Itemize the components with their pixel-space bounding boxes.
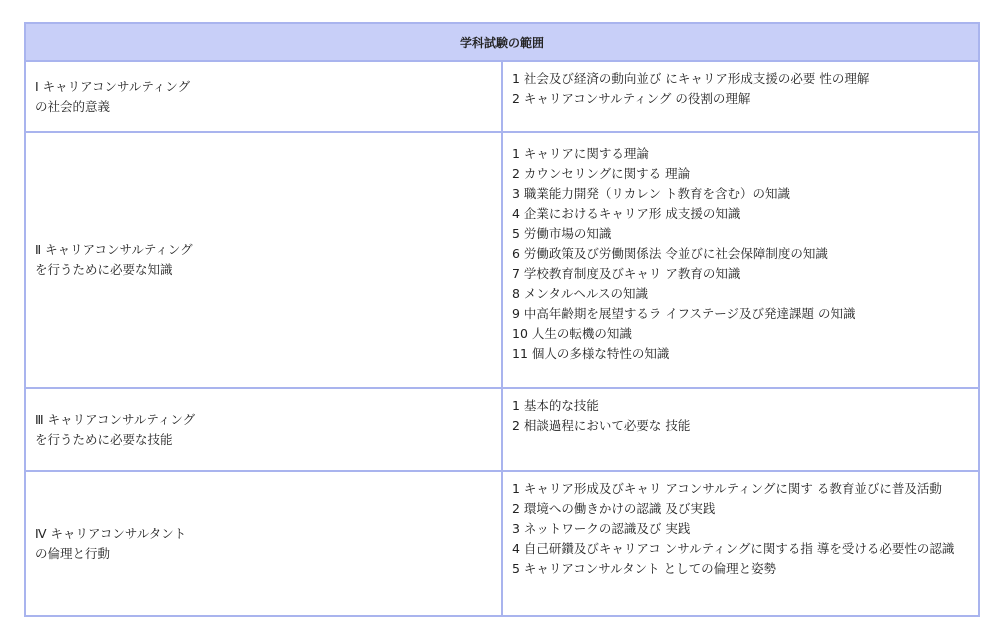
list-item: 2 環境への働きかけの認識 及び実践 xyxy=(512,501,716,516)
items-cell xyxy=(502,132,979,388)
list-item: 5 労働市場の知識 xyxy=(512,226,612,241)
category-cell xyxy=(25,132,502,388)
category-label-line: の社会的意義 xyxy=(35,98,111,114)
item-list xyxy=(512,69,978,109)
table-row xyxy=(25,132,979,388)
list-item: 4 企業におけるキャリア形 成支援の知識 xyxy=(512,206,741,221)
table-title: 学科試験の範囲 xyxy=(25,23,979,61)
category-label-line: Ⅰ キャリアコンサルティング xyxy=(35,78,191,94)
list-item: 5 キャリアコンサルタント としての倫理と姿勢 xyxy=(512,561,777,576)
table-row xyxy=(25,471,979,616)
category-label-line: Ⅲ キャリアコンサルティング xyxy=(35,411,196,427)
list-item: 7 学校教育制度及びキャリ ア教育の知識 xyxy=(512,266,741,281)
items-cell xyxy=(502,61,979,132)
category-cell xyxy=(25,61,502,132)
item-list xyxy=(512,396,978,436)
table-row xyxy=(25,61,979,132)
items-cell xyxy=(502,388,979,471)
table-row xyxy=(25,388,979,471)
table-header-row xyxy=(25,23,979,61)
list-item: 1 基本的な技能 xyxy=(512,398,599,413)
category-label-line: Ⅳ キャリアコンサルタント xyxy=(35,525,187,541)
list-item: 4 自己研鑽及びキャリアコ ンサルティングに関する指 導を受ける必要性の認識 xyxy=(512,541,955,556)
list-item: 9 中高年齢期を展望するラ イフステージ及び発達課題 の知識 xyxy=(512,306,856,321)
list-item: 2 相談過程において必要な 技能 xyxy=(512,418,691,433)
list-item: 3 ネットワークの認識及び 実践 xyxy=(512,521,691,536)
list-item: 1 社会及び経済の動向並び にキャリア形成支援の必要 性の理解 xyxy=(512,71,870,86)
exam-scope-table xyxy=(24,22,980,617)
list-item: 6 労働政策及び労働関係法 令並びに社会保障制度の知識 xyxy=(512,246,828,261)
category-label-line: を行うために必要な技能 xyxy=(35,431,173,447)
category-label-line: を行うために必要な知識 xyxy=(35,262,173,277)
items-cell xyxy=(502,471,979,616)
list-item: 3 職業能力開発（リカレン ト教育を含む）の知識 xyxy=(512,186,790,201)
list-item: 1 キャリア形成及びキャリ アコンサルティングに関す る教育並びに普及活動 xyxy=(512,481,942,496)
category-cell xyxy=(25,471,502,616)
list-item: 2 キャリアコンサルティング の役割の理解 xyxy=(512,91,751,106)
list-item: 11 個人の多様な特性の知識 xyxy=(512,346,670,361)
list-item: 10 人生の転機の知識 xyxy=(512,326,632,341)
list-item: 2 カウンセリングに関する 理論 xyxy=(512,166,691,181)
item-list xyxy=(512,144,978,364)
category-cell xyxy=(25,388,502,471)
list-item: 1 キャリアに関する理論 xyxy=(512,146,649,161)
item-list xyxy=(512,479,978,579)
category-label-line: の倫理と行動 xyxy=(35,545,111,561)
list-item: 8 メンタルヘルスの知識 xyxy=(512,286,649,301)
category-label-line: Ⅱ キャリアコンサルティング xyxy=(35,242,193,257)
